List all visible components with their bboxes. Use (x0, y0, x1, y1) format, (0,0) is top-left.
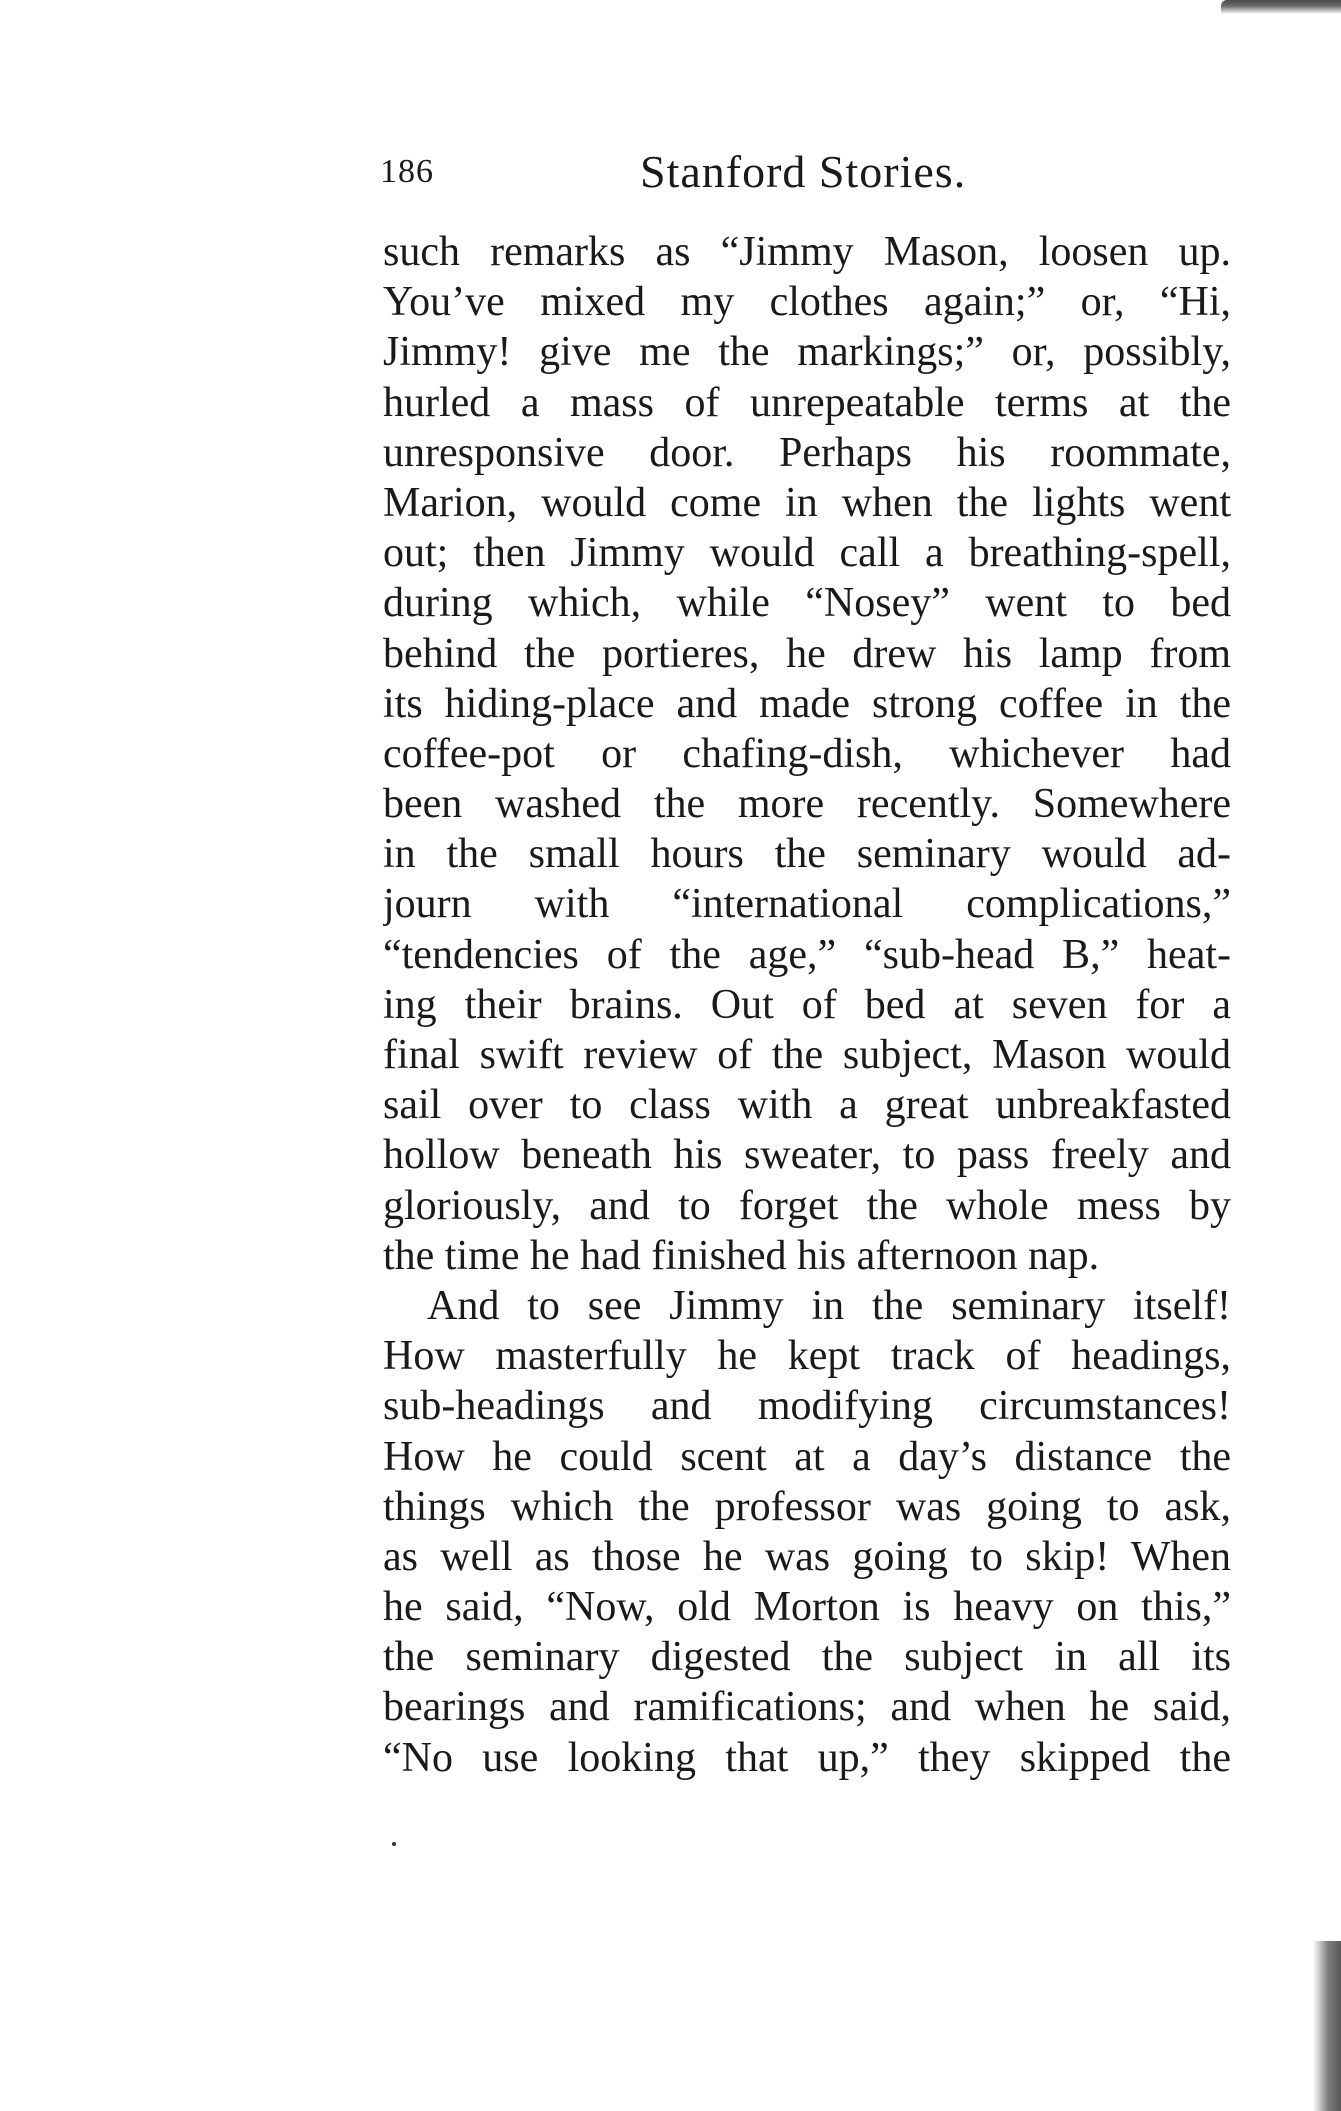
text-line: behind the portieres, he drew his lamp from (383, 630, 1231, 677)
page-number: 186 (380, 153, 434, 190)
text-line: during which, while “Nosey” went to bed (383, 580, 1231, 627)
text-line: the time he had finished his afternoon nap. (383, 1232, 1100, 1279)
text-line: the seminary digested the subject in all its (383, 1634, 1231, 1681)
text-line: he said, “Now, old Morton is heavy on this,” (383, 1584, 1231, 1631)
text-line: such remarks as “Jimmy Mason, loosen up. (383, 229, 1231, 275)
text-line: bearings and ramifications; and when he said, (383, 1684, 1231, 1731)
body-text (383, 227, 1231, 1783)
text-line: “No use looking that up,” they skipped the (383, 1734, 1231, 1781)
text-line: things which the professor was going to ask, (383, 1483, 1231, 1530)
text-line: “tendencies of the age,” “sub-head B,” heat- (383, 931, 1231, 978)
text-line: journ with “international complications,” (383, 881, 1231, 928)
text-line: out; then Jimmy would call a breathing-spell, (383, 530, 1231, 577)
text-line: Jimmy! give me the markings;” or, possibly, (383, 329, 1231, 376)
text-line: And to see Jimmy in the seminary itself! (427, 1282, 1231, 1329)
text-line: How masterfully he kept track of headings, (383, 1333, 1231, 1380)
text-line: You’ve mixed my clothes again;” or, “Hi, (383, 279, 1231, 326)
text-line: hollow beneath his sweater, to pass freely and (383, 1132, 1231, 1179)
text-line: been washed the more recently. Somewhere (383, 781, 1231, 828)
scan-edge-mark-top (1221, 0, 1341, 14)
text-line: its hiding-place and made strong coffee in the (383, 680, 1231, 727)
text-line: How he could scent at a day’s distance the (383, 1433, 1231, 1480)
text-line: gloriously, and to forget the whole mess by (383, 1182, 1231, 1229)
text-line: final swift review of the subject, Mason would (383, 1032, 1231, 1078)
text-line: Marion, would come in when the lights went (383, 479, 1231, 526)
page-header (380, 145, 1100, 215)
text-line: ing their brains. Out of bed at seven for a (383, 981, 1231, 1028)
scan-edge-mark-bottom (1313, 1941, 1341, 2111)
text-line: sub-headings and modifying circumstances! (383, 1383, 1231, 1430)
paragraph-2 (383, 1281, 1231, 1783)
text-line: in the small hours the seminary would ad- (383, 831, 1231, 878)
text-line: coffee-pot or chafing-dish, whichever had (383, 730, 1231, 777)
paragraph-1 (383, 227, 1231, 1281)
ink-speck (392, 1842, 396, 1846)
text-line: hurled a mass of unrepeatable terms at the (383, 379, 1231, 426)
running-title: Stanford Stories. (640, 146, 967, 197)
text-line: unresponsive door. Perhaps his roommate, (383, 429, 1231, 476)
text-line: sail over to class with a great unbreakfasted (383, 1082, 1231, 1129)
text-line: as well as those he was going to skip! When (383, 1533, 1231, 1580)
